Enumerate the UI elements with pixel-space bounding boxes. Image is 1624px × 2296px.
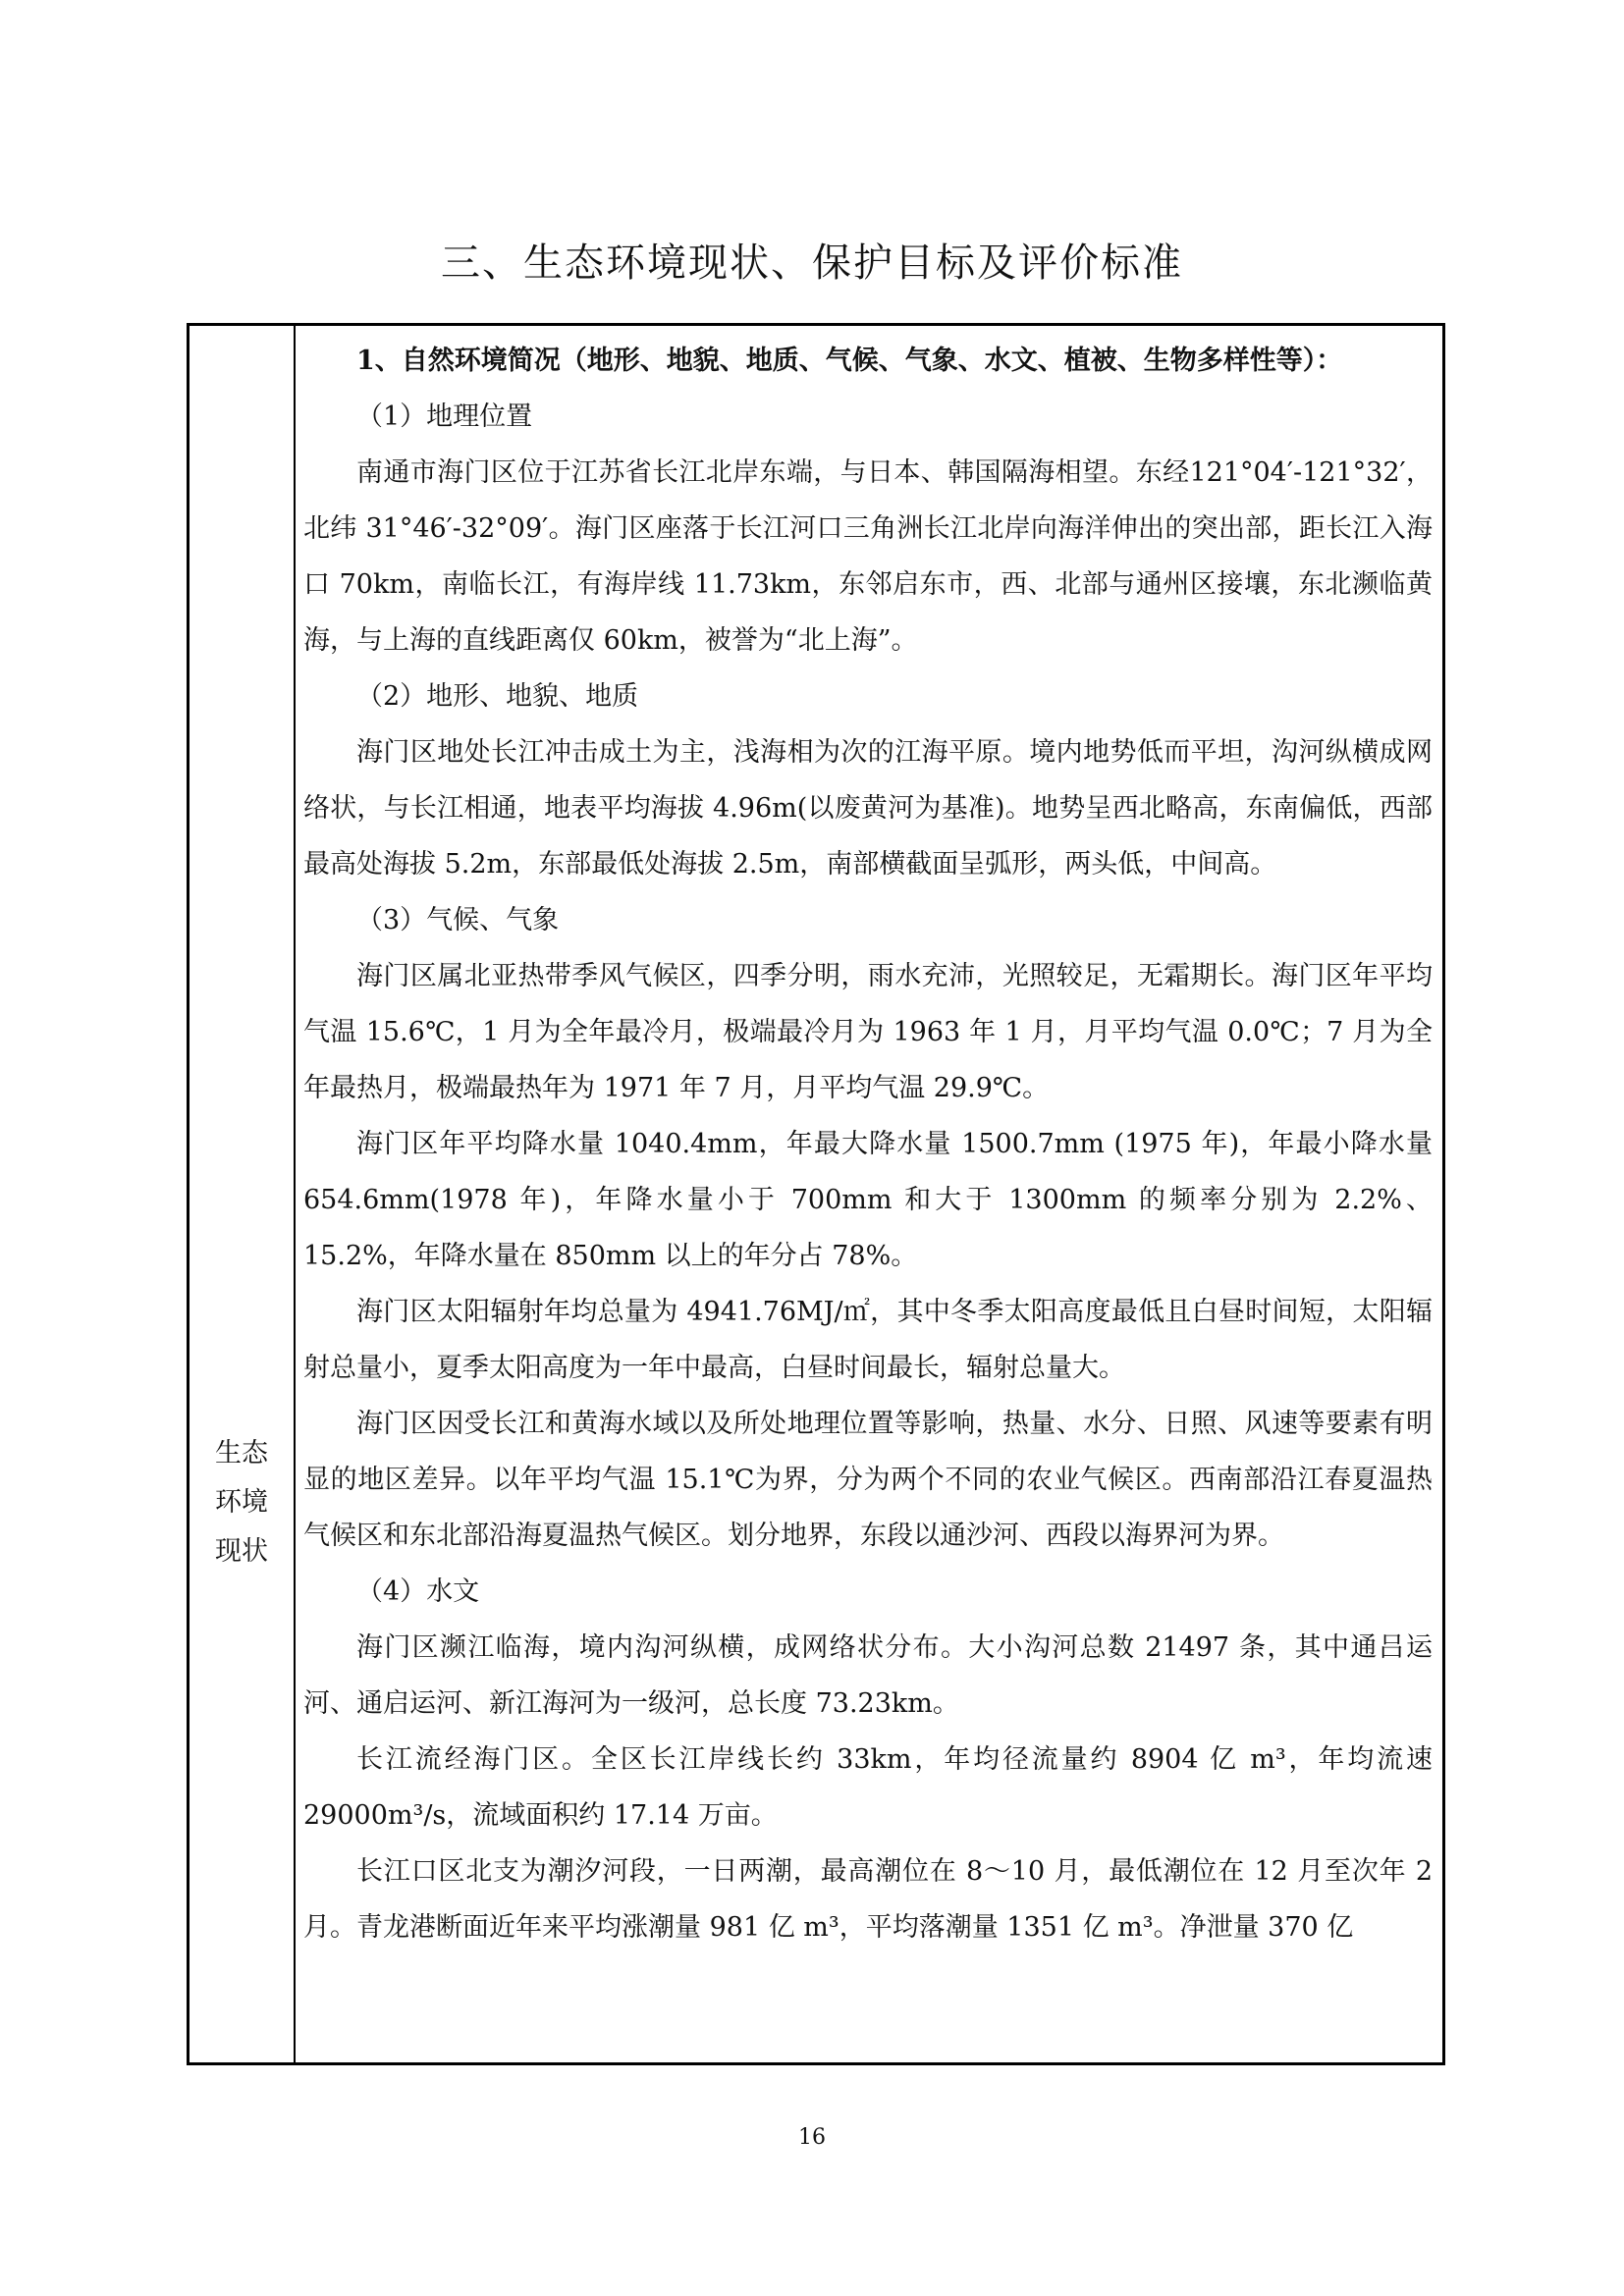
row-label-line: 生态 <box>215 1438 268 1468</box>
row-label-line: 现状 <box>215 1536 268 1567</box>
paragraph-precipitation: 海门区年平均降水量 1040.4mm，年最大降水量 1500.7mm (1975 年)，年最小降水量 654.6mm(1978 年)，年降水量小于 700mm 和大于 1300mm 的频率分别为 2.2%、15.2%，年降水量在 850mm 以上的年分占 78%。 <box>303 1129 1433 1271</box>
page-title: 三、生态环境现状、保护目标及评价标准 <box>441 240 1183 286</box>
paragraph-rivers: 海门区濒江临海，境内沟河纵横，成网络状分布。大小沟河总数 21497 条，其中通吕运河、通启运河、新江海河为一级河，总长度 73.23km。 <box>303 1632 1433 1719</box>
section-heading: 1、自然环境简况（地形、地貌、地质、气候、气象、水文、植被、生物多样性等）： <box>356 346 1343 376</box>
sub-heading-location: （1）地理位置 <box>356 401 533 432</box>
sub-heading-hydrology: （4）水文 <box>356 1576 480 1607</box>
paragraph-location: 南通市海门区位于江苏省长江北岸东端，与日本、韩国隔海相望。东经121°04′-121°32′，北纬 31°46′-32°09′。海门区座落于长江河口三角洲长江北岸向海洋伸出的突出部，距长江入海口 70km，南临长江，有海岸线 11.73km，东邻启东市，西、北部与通州区接壤，东北濒临黄海，与上海的直线距离仅 60km，被誉为“北上海”。 <box>303 457 1433 656</box>
content-table <box>187 323 1445 2065</box>
paragraph-solar-radiation: 海门区太阳辐射年均总量为 4941.76MJ/㎡，其中冬季太阳高度最低且白昼时间短，太阳辐射总量小，夏季太阳高度为一年中最高，白昼时间最长，辐射总量大。 <box>303 1297 1433 1383</box>
paragraph-yangtze: 长江流经海门区。全区长江岸线长约 33km，年均径流量约 8904 亿 m³，年均流速 29000m³/s，流域面积约 17.14 万亩。 <box>303 1744 1433 1831</box>
paragraph-terrain: 海门区地处长江冲击成土为主，浅海相为次的江海平原。境内地势低而平坦，沟河纵横成网络状，与长江相通，地表平均海拔 4.96m(以废黄河为基准)。地势呈西北略高，东南偏低，西部最高处海拔 5.2m，东部最低处海拔 2.5m，南部横截面呈弧形，两头低，中间高。 <box>303 737 1433 880</box>
paragraph-climate-zones: 海门区因受长江和黄海水域以及所处地理位置等影响，热量、水分、日照、风速等要素有明显的地区差异。以年平均气温 15.1℃为界，分为两个不同的农业气候区。西南部沿江春夏温热气候区和东北部沿海夏温热气候区。划分地界，东段以通沙河、西段以海界河为界。 <box>303 1409 1433 1551</box>
paragraph-temperature: 海门区属北亚热带季风气候区，四季分明，雨水充沛，光照较足，无霜期长。海门区年平均气温 15.6℃，1 月为全年最冷月，极端最冷月为 1963 年 1 月，月平均气温 0.0℃；7 月为全年最热月，极端最热年为 1971 年 7 月，月平均气温 29.9℃。 <box>303 961 1433 1103</box>
paragraph-tides: 长江口区北支为潮汐河段，一日两潮，最高潮位在 8～10 月，最低潮位在 12 月至次年 2 月。青龙港断面近年来平均涨潮量 981 亿 m³，平均落潮量 1351 亿 m³。净泄量 370 亿 <box>303 1856 1433 1943</box>
row-label-line: 环境 <box>215 1487 268 1518</box>
row-label-cell <box>189 1429 294 1576</box>
content-cell <box>303 333 1433 1955</box>
page-number: 16 <box>798 2125 826 2150</box>
sub-heading-terrain: （2）地形、地貌、地质 <box>356 681 639 712</box>
column-divider <box>294 326 296 2062</box>
sub-heading-climate: （3）气候、气象 <box>356 905 560 935</box>
